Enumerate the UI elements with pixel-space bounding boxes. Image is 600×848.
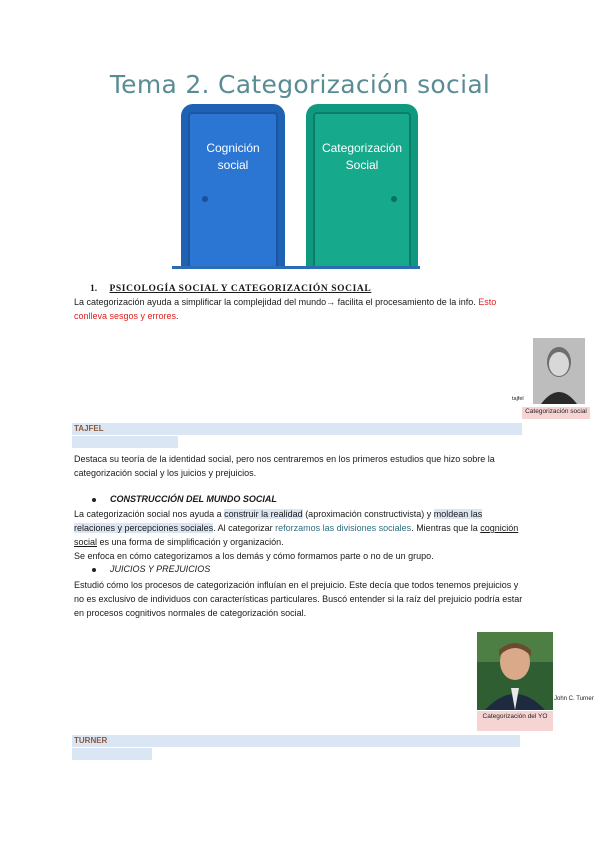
- tajfel-tag: Categorización social: [522, 407, 590, 419]
- section-number: 1.: [90, 284, 98, 294]
- section-heading: [90, 284, 371, 294]
- b1-underline-1: cognición: [480, 523, 519, 533]
- turner-subband: [72, 748, 152, 760]
- door-knob-icon: [391, 196, 397, 202]
- tajfel-photo: [533, 338, 585, 404]
- intro-red-text: Esto: [478, 297, 497, 307]
- door-categorizacion-social: [313, 112, 411, 268]
- bullet-dot-icon: [92, 498, 96, 502]
- turner-photo: [477, 632, 553, 710]
- bullet-construccion: [92, 494, 277, 504]
- b1-underline-2: social: [74, 537, 98, 547]
- b1-teal-text: reforzamos las divisiones sociales: [275, 523, 412, 533]
- juicios-paragraph: [74, 578, 544, 620]
- portrait-icon: [533, 338, 585, 404]
- tajfel-photo-caption: tajfel: [512, 396, 524, 402]
- tajfel-intro-line1: Destaca su teoría de la identidad social, pero nos centraremos en los primeros estudios que hizo sobre la: [74, 454, 495, 464]
- b1-text-a: La categorización social nos ayuda a: [74, 509, 222, 519]
- tajfel-band-label: TAJFEL: [74, 424, 104, 433]
- b1-text-f: Se enfoca en cómo categorizamos a los demás y cómo formamos parte o no de un grupo.: [74, 551, 434, 561]
- door-knob-icon: [202, 196, 208, 202]
- portrait-icon: [477, 632, 553, 710]
- tajfel-intro: [74, 452, 534, 480]
- b2-line3: en procesos cognitivos normales de categorización social.: [74, 608, 307, 618]
- b2-line1: Estudió cómo los procesos de categorización influían en el prejuicio. Este decía que todos tenemos prejuicios y: [74, 580, 519, 590]
- b1-text-b: (aproximación constructivista) y: [305, 509, 432, 519]
- tajfel-subband: [72, 436, 178, 448]
- bullet-juicios: [92, 564, 210, 574]
- b1-highlight-3: relaciones y percepciones sociales: [74, 523, 214, 533]
- intro-text: La categorización ayuda a simplificar la complejidad del mundo→ facilita el procesamiento de la info.: [74, 297, 476, 307]
- intro-paragraph: [74, 295, 534, 323]
- page-title: Tema 2. Categorización social: [109, 70, 491, 99]
- door-left-line2: social: [217, 158, 249, 172]
- bullet-construccion-label: CONSTRUCCIÓN DEL MUNDO SOCIAL: [110, 494, 277, 504]
- b1-text-e: es una forma de simplificación y organización.: [99, 537, 284, 547]
- turner-tag: Categorización del YO: [477, 711, 553, 731]
- construccion-paragraph: [74, 507, 544, 563]
- door-right-line2: Social: [345, 158, 379, 172]
- door-left-line1: Cognición: [206, 141, 260, 155]
- doors-floor-line: [172, 266, 420, 269]
- b1-text-c: . Al categorizar: [213, 523, 273, 533]
- intro-red-text-2: conlleva sesgos y errores: [74, 311, 177, 321]
- intro-end: .: [176, 311, 179, 321]
- b1-highlight-1: construir la realidad: [224, 509, 303, 519]
- door-cognicion-social: [188, 112, 278, 268]
- tajfel-intro-line2: categorización social y los juicios y prejuicios.: [74, 468, 257, 478]
- b1-text-d: . Mientras que la: [411, 523, 478, 533]
- section-title: PSICOLOGÍA SOCIAL Y CATEGORIZACIÓN SOCIAL: [109, 284, 372, 294]
- bullet-dot-icon: [92, 568, 96, 572]
- turner-photo-caption: John C. Turner: [554, 696, 594, 702]
- door-right-line1: Categorización: [321, 141, 403, 155]
- tajfel-band: [72, 423, 522, 435]
- b1-highlight-2: moldean las: [433, 509, 483, 519]
- turner-band: [72, 735, 520, 747]
- bullet-juicios-label: JUICIOS Y PREJUICIOS: [110, 564, 211, 574]
- turner-band-label: TURNER: [74, 736, 108, 745]
- b2-line2: no es exclusivo de individuos con características particulares. Buscó entender si la raíz del prejuicio podría estar: [74, 594, 523, 604]
